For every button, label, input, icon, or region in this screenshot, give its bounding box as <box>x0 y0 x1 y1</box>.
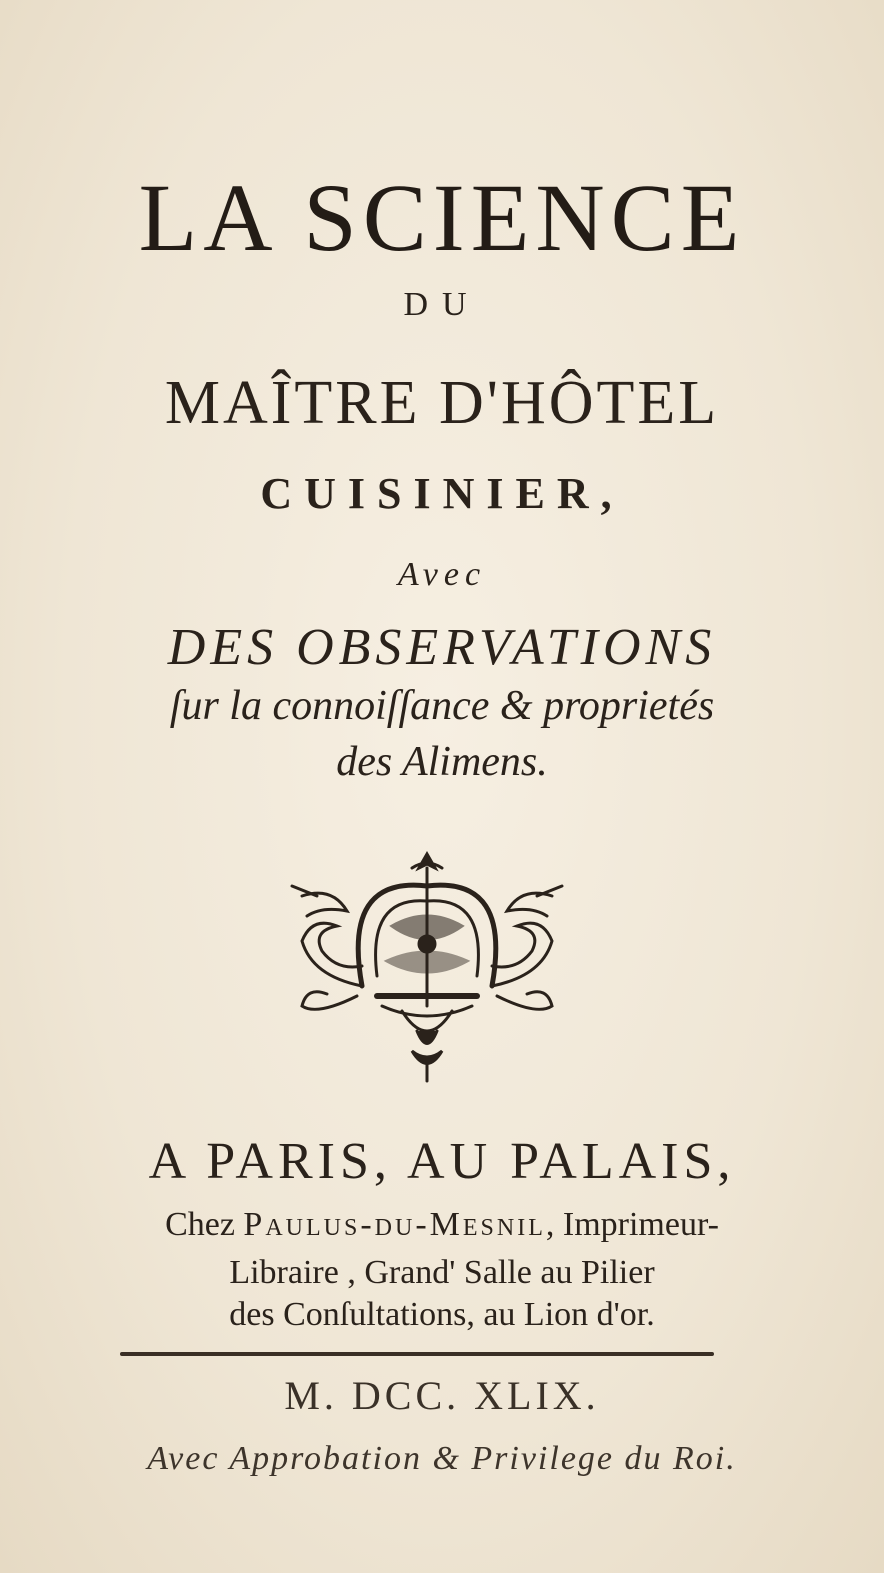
book-title: LA SCIENCE <box>138 164 746 271</box>
title-subject: MAÎTRE D'HÔTEL <box>164 369 720 437</box>
imprint-place: A PARIS, AU PALAIS, <box>148 1133 736 1190</box>
title-cuisinier: CUISINIER, <box>260 469 624 518</box>
title-avec: Avec <box>397 556 487 593</box>
imprint-printer: Paulus-du-Mesnil <box>243 1206 546 1243</box>
title-observations: DES OBSERVATIONS <box>167 619 717 676</box>
divider-rule <box>120 1352 714 1356</box>
imprint-role: , Imprimeur- <box>545 1206 719 1243</box>
subtitle-line-1: ſur la connoiſſance & proprietés <box>169 683 715 729</box>
imprint-line-1 <box>0 1206 884 1244</box>
royal-privilege-line: Avec Approbation & Privilege du Roi. <box>147 1440 737 1477</box>
floral-vignette-icon <box>282 846 572 1086</box>
imprint-chez: Chez <box>165 1206 235 1243</box>
imprint-line-3: des Conſultations, au Lion d'or. <box>229 1296 655 1333</box>
imprint-line-2: Libraire , Grand' Salle au Pilier <box>229 1254 655 1291</box>
subtitle-line-2: des Alimens. <box>336 739 548 785</box>
title-connector-du: DU <box>403 286 481 323</box>
publication-date: M. DCC. XLIX. <box>284 1373 600 1418</box>
